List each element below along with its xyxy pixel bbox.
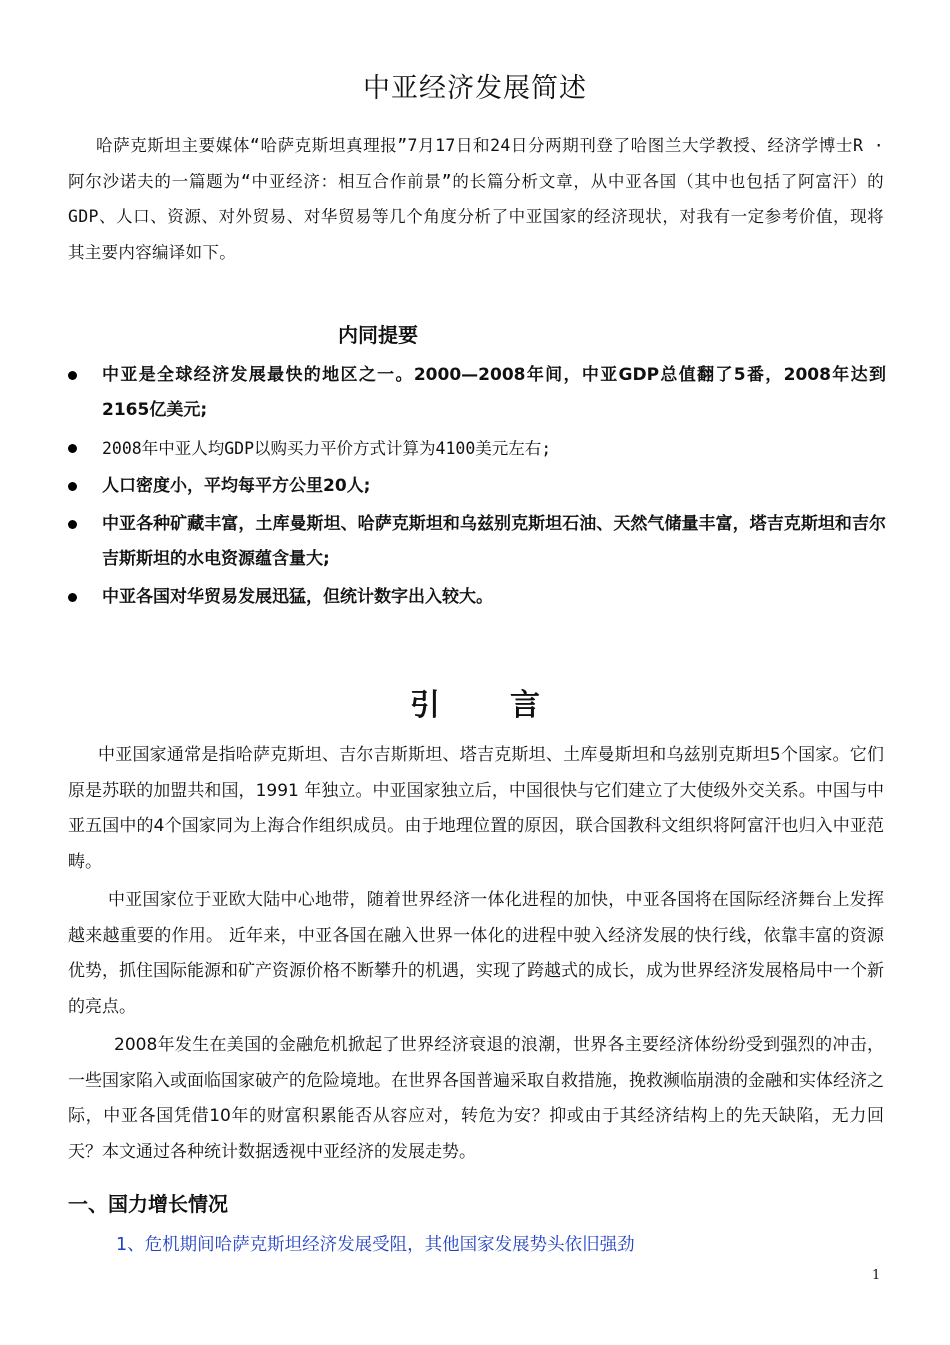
section-heading: 一、国力增长情况 bbox=[68, 1192, 228, 1216]
bullet-text: 人口密度小，平均每平方公里20人; bbox=[102, 476, 371, 496]
list-item bbox=[68, 507, 886, 577]
page-title: 中亚经济发展简述 bbox=[363, 73, 587, 104]
bullet-icon bbox=[68, 520, 77, 529]
bullet-text: 2008年中亚人均GDP以购买力平价方式计算为4100美元左右; bbox=[102, 439, 552, 458]
body-paragraph: 中亚国家位于亚欧大陆中心地带，随着世界经济一体化进程的加快，中亚各国将在国际经济舞台上发挥越来越重要的作用。 近年来，中亚各国在融入世界一体化的进程中驶入经济发展的快行线，依靠丰富的资源优势，抓住国际能源和矿产资源价格不断攀升的机遇，实现了跨越式的成长，成为世界经济发展格局中一个新的亮点。 bbox=[68, 890, 884, 1017]
list-item bbox=[68, 580, 886, 615]
page-number: 1 bbox=[872, 1268, 881, 1283]
bullet-text: 中亚各种矿藏丰富，土库曼斯坦、哈萨克斯坦和乌兹别克斯坦石油、天然气储量丰富，塔吉克斯坦和吉尔吉斯斯坦的水电资源蕴含量大; bbox=[102, 514, 886, 569]
summary-bullet-list bbox=[68, 358, 886, 618]
body-paragraph: 2008年发生在美国的金融危机掀起了世界经济衰退的浪潮，世界各主要经济体纷纷受到强烈的冲击，一些国家陷入或面临国家破产的危险境地。在世界各国普遍采取自救措施，挽救濒临崩溃的金融和实体经济之际，中亚各国凭借10年的财富积累能否从容应对，转危为安？抑或由于其经济结构上的先天缺陷，无力回天？本文通过各种统计数据透视中亚经济的发展走势。 bbox=[68, 1035, 884, 1162]
bullet-icon bbox=[68, 444, 77, 453]
subsection-heading: 1、危机期间哈萨克斯坦经济发展受阻，其他国家发展势头依旧强劲 bbox=[116, 1235, 635, 1255]
section-title-intro: 引言 bbox=[410, 688, 610, 723]
bullet-text: 中亚是全球经济发展最快的地区之一。2000—2008年间，中亚GDP总值翻了5番，2008年达到2165亿美元; bbox=[102, 365, 886, 420]
bullet-icon bbox=[68, 593, 77, 602]
bullet-icon bbox=[68, 482, 77, 491]
list-item bbox=[68, 469, 886, 504]
bullet-text: 中亚各国对华贸易发展迅猛，但统计数字出入较大。 bbox=[102, 587, 493, 607]
list-item bbox=[68, 431, 886, 466]
summary-title: 内同提要 bbox=[338, 323, 418, 347]
body-paragraph: 中亚国家通常是指哈萨克斯坦、吉尔吉斯斯坦、塔吉克斯坦、土库曼斯坦和乌兹别克斯坦5个国家。它们原是苏联的加盟共和国，1991 年独立。中亚国家独立后，中国很快与它们建立了大使级外交关系。中国与中亚五国中的4个国家同为上海合作组织成员。由于地理位置的原因，联合国教科文组织将阿富汗也归入中亚范畴。 bbox=[68, 745, 884, 872]
bullet-icon bbox=[68, 371, 77, 380]
list-item bbox=[68, 358, 886, 428]
intro-paragraph: 哈萨克斯坦主要媒体“哈萨克斯坦真理报”7月17日和24日分两期刊登了哈图兰大学教授、经济学博士R ·阿尔沙诺夫的一篇题为“中亚经济：相互合作前景”的长篇分析文章，从中亚各国（其中也包括了阿富汗）的GDP、人口、资源、对外贸易、对华贸易等几个角度分析了中亚国家的经济现状，对我有一定参考价值，现将其主要内容编译如下。 bbox=[68, 136, 884, 262]
body-text bbox=[68, 738, 884, 1173]
